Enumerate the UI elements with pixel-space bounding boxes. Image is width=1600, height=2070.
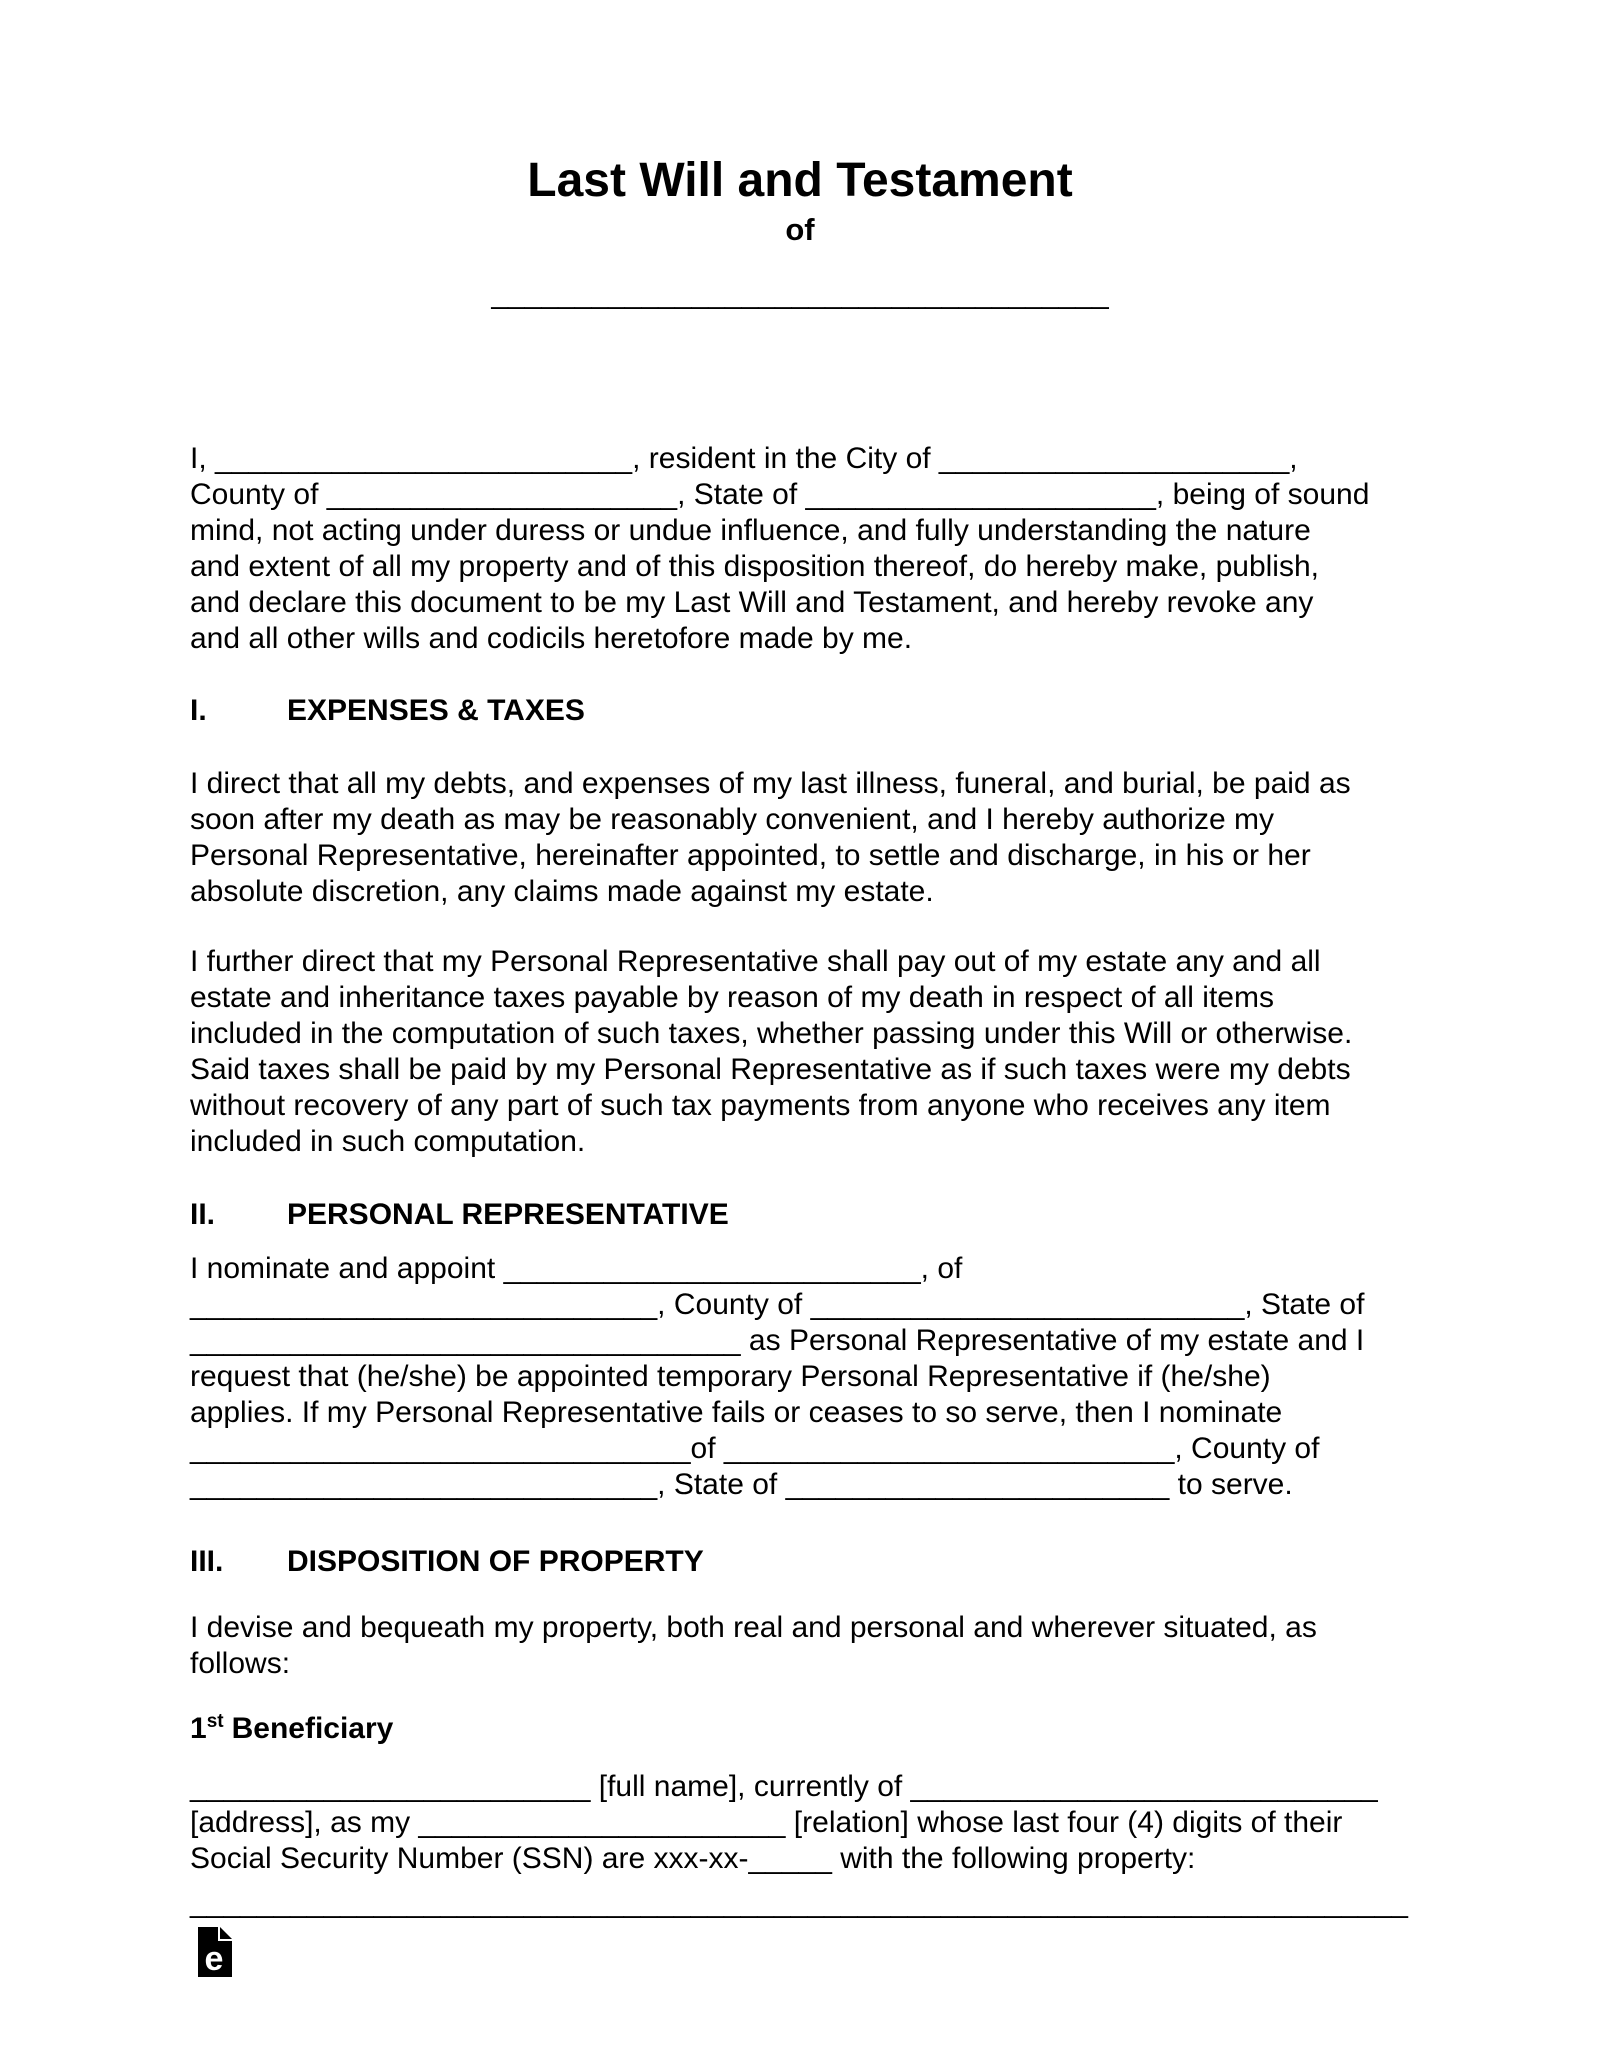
personal-representative-paragraph [190,1251,1410,1503]
expenses-taxes-paragraph-1 [190,766,1410,910]
section-heading-label: EXPENSES & TAXES [287,694,585,727]
text-line: absolute discretion, any claims made against my estate. [190,875,934,908]
text-line: Social Security Number (SSN) are xxx-xx-_____ with the following property: [190,1842,1196,1875]
text-line: soon after my death as may be reasonably convenient, and I hereby authorize my [190,803,1274,836]
text-line: I devise and bequeath my property, both real and personal and wherever situated, as [190,1611,1317,1644]
text-line: I nominate and appoint _________________________, of [190,1252,963,1285]
text-line: I further direct that my Personal Representative shall pay out of my estate any and all [190,945,1321,978]
document-subtitle: of [785,212,815,247]
first-beneficiary-paragraph [190,1769,1410,1877]
eforms-document-icon [198,1927,232,1977]
beneficiary-ordinal-suffix: st [206,1711,224,1732]
beneficiary-label: Beneficiary [231,1712,394,1745]
section-heading-personal-representative [190,1197,1410,1233]
text-line: _________________________________ as Personal Representative of my estate and I [190,1324,1365,1357]
section-heading-label: PERSONAL REPRESENTATIVE [287,1198,729,1231]
section-heading-disposition-of-property [190,1544,1410,1580]
section-numeral: II. [190,1198,216,1231]
text-line: County of _____________________, State of _____________________, being of sound [190,478,1370,511]
text-line: ____________________________, State of _______________________ to serve. [190,1468,1293,1501]
testator-name-blank-line: _____________________________________ [491,277,1109,310]
text-line: included in the computation of such taxes, whether passing under this Will or otherwise. [190,1017,1353,1050]
section-heading-expenses-taxes [190,693,1410,729]
text-line: ______________________________of ___________________________, County of [190,1432,1320,1465]
first-beneficiary-heading [190,1711,1410,1747]
text-line: [address], as my ______________________ [relation] whose last four (4) digits of their [190,1806,1343,1839]
text-line: Said taxes shall be paid by my Personal Representative as if such taxes were my debts [190,1053,1351,1086]
text-line: ____________________________, County of __________________________, State of [190,1288,1365,1321]
text-line: mind, not acting under duress or undue influence, and fully understanding the nature [190,514,1311,547]
text-line: and extent of all my property and of this disposition thereof, do hereby make, publish, [190,550,1319,583]
expenses-taxes-paragraph-2 [190,944,1410,1160]
text-line: request that (he/she) be appointed temporary Personal Representative if (he/she) [190,1360,1271,1393]
section-heading-label: DISPOSITION OF PROPERTY [287,1545,704,1578]
eforms-logo-letter: e [204,1940,224,1977]
beneficiary-number: 1 [190,1712,207,1745]
text-line: estate and inheritance taxes payable by reason of my death in respect of all items [190,981,1274,1014]
text-line: ________________________ [full name], currently of ____________________________ [190,1770,1378,1803]
text-line: I, _________________________, resident in the City of _____________________, [190,442,1298,475]
footer-rule-line: _________________________________________________________________________ [190,1886,1408,1919]
opening-paragraph [190,441,1410,657]
text-line: and all other wills and codicils heretofore made by me. [190,622,913,655]
text-line: follows: [190,1647,291,1680]
text-line: I direct that all my debts, and expenses of my last illness, funeral, and burial, be paid as [190,767,1351,800]
text-line: applies. If my Personal Representative fails or ceases to so serve, then I nominate [190,1396,1283,1429]
text-line: Personal Representative, hereinafter appointed, to settle and discharge, in his or her [190,839,1311,872]
text-line: without recovery of any part of such tax payments from anyone who receives any item [190,1089,1331,1122]
text-line: included in such computation. [190,1125,586,1158]
section-numeral: I. [190,694,207,727]
disposition-paragraph [190,1610,1410,1682]
section-numeral: III. [190,1545,224,1578]
document-title: Last Will and Testament [527,154,1073,207]
text-line: and declare this document to be my Last Will and Testament, and hereby revoke any [190,586,1314,619]
